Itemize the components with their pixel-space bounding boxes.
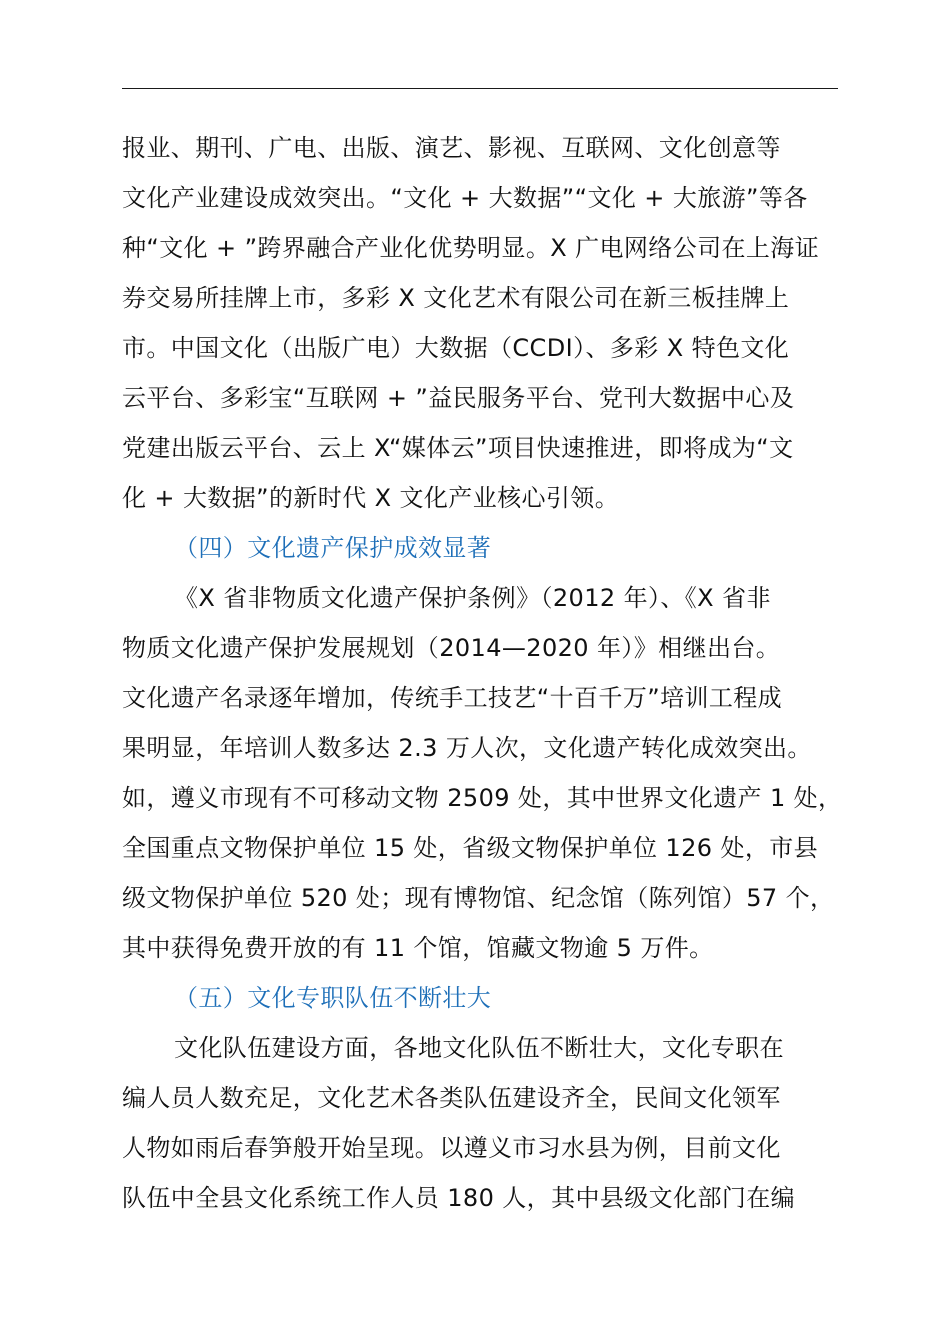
paragraph-3-line: 队伍中全县文化系统工作人员 180 人，其中县级文化部门在编 xyxy=(122,1184,796,1212)
paragraph-2-line: 文化遗产名录逐年增加，传统手工技艺“十百千万”培训工程成 xyxy=(122,684,783,712)
paragraph-3-line: 编人员人数充足，文化艺术各类队伍建设齐全，民间文化领军 xyxy=(122,1084,781,1112)
paragraph-1-line: 券交易所挂牌上市，多彩 X 文化艺术有限公司在新三板挂牌上 xyxy=(122,284,790,312)
paragraph-1-line: 市。中国文化（出版广电）大数据（CCDI）、多彩 X 特色文化 xyxy=(122,334,790,362)
paragraph-2-line: 全国重点文物保护单位 15 处，省级文物保护单位 126 处，市县 xyxy=(122,834,819,862)
paragraph-2-line: 其中获得免费开放的有 11 个馆，馆藏文物逾 5 万件。 xyxy=(122,934,714,962)
paragraph-3-line: 文化队伍建设方面，各地文化队伍不断壮大，文化专职在 xyxy=(174,1034,784,1062)
paragraph-1-line: 文化产业建设成效突出。“文化 + 大数据”“文化 + 大旅游”等各 xyxy=(122,184,808,212)
paragraph-1-line: 云平台、多彩宝“互联网 + ”益民服务平台、党刊大数据中心及 xyxy=(122,384,795,412)
paragraph-1-line: 报业、期刊、广电、出版、演艺、影视、互联网、文化创意等 xyxy=(122,134,781,162)
header-rule xyxy=(122,88,838,89)
section-heading-5: （五）文化专职队伍不断壮大 xyxy=(174,984,492,1012)
paragraph-1-line: 化 + 大数据”的新时代 X 文化产业核心引领。 xyxy=(122,484,620,512)
paragraph-1-line: 种“文化 + ”跨界融合产业化优势明显。X 广电网络公司在上海证 xyxy=(122,234,820,262)
paragraph-2-line: 《X 省非物质文化遗产保护条例》（2012 年）、《X 省非 xyxy=(174,584,771,612)
paragraph-2-line: 如，遵义市现有不可移动文物 2509 处，其中世界文化遗产 1 处， xyxy=(122,784,843,812)
paragraph-2-line: 级文物保护单位 520 处；现有博物馆、纪念馆（陈列馆）57 个， xyxy=(122,884,835,912)
paragraph-3-line: 人物如雨后春笋般开始呈现。以遵义市习水县为例，目前文化 xyxy=(122,1134,781,1162)
section-heading-4: （四）文化遗产保护成效显著 xyxy=(174,534,492,562)
paragraph-2-line: 物质文化遗产保护发展规划（2014—2020 年）》相继出台。 xyxy=(122,634,781,662)
paragraph-1-line: 党建出版云平台、云上 X“媒体云”项目快速推进，即将成为“文 xyxy=(122,434,794,462)
paragraph-2-line: 果明显，年培训人数多达 2.3 万人次，文化遗产转化成效突出。 xyxy=(122,734,812,762)
